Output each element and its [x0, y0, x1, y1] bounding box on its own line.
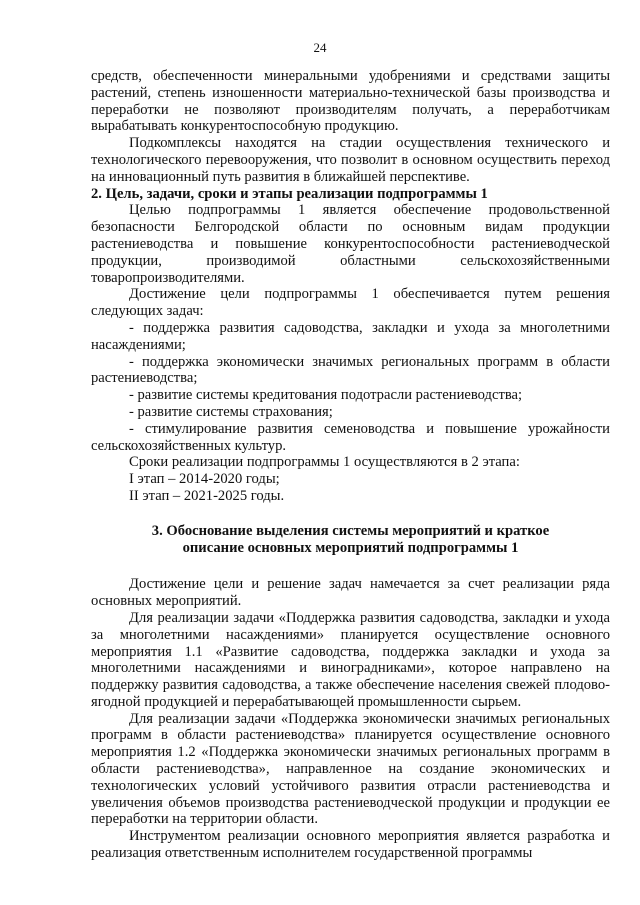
paragraph: Инструментом реализации основного мероприятия является разработка и реализация ответственным исполнителем государственной программы — [91, 828, 610, 862]
paragraph: Для реализации задачи «Поддержка развития садоводства, закладки и ухода за многолетними насаждениями» планируется осуществление основного мероприятия 1.1 «Развитие садоводства, поддержка закладки и ухода за многолетними насаждениями и виноградниками», которое направлено на поддержку развития садоводства, а также обеспечение населения свежей плодово-ягодной продукцией и перерабатывающей промышленности сырьем. — [91, 609, 610, 710]
list-item: - развитие системы страхования; — [129, 403, 333, 420]
paragraph: Целью подпрограммы 1 является обеспечение продовольственной безопасности Белгородской области по основным видам продукции растениеводства и повышение конкурентоспособности растениеводческой продукции, производимой областными сельскохозяйственными товаропроизводителями. — [91, 202, 610, 286]
paragraph: средств, обеспеченности минеральными удобрениями и средствами защиты растений, степень изношенности материально-технической базы производства и переработки не позволяют производителям получать, а переработчикам вырабатывать конкурентоспособную продукцию. — [91, 68, 610, 135]
paragraph: Достижение цели подпрограммы 1 обеспечивается путем решения следующих задач: — [91, 286, 610, 320]
paragraph: Для реализации задачи «Поддержка экономически значимых региональных программ в области растениеводства» планируется осуществление основного мероприятия 1.2 «Поддержка экономически значимых региональных программ в области растениеводства», направленное на создание экономических и технологических условий устойчивого развития отрасли растениеводства и увеличения объемов производства растениеводческой продукции и продукции ее переработки на территории области. — [91, 710, 610, 828]
paragraph: Достижение цели и решение задач намечается за счет реализации ряда основных мероприятий. — [91, 576, 610, 610]
list-item: - развитие системы кредитования подотрасли растениеводства; — [129, 387, 523, 404]
section-heading — [91, 523, 610, 557]
page-number: 24 — [313, 40, 327, 55]
stage-item: II этап – 2021-2025 годы. — [129, 487, 285, 504]
section-heading-line: описание основных мероприятий подпрограммы 1 — [182, 539, 519, 556]
list-item: - поддержка развития садоводства, закладки и ухода за многолетними насаждениями; — [91, 319, 610, 353]
section-heading: 2. Цель, задачи, сроки и этапы реализации подпрограммы 1 — [91, 185, 488, 202]
document-body — [91, 68, 610, 862]
stage-item: I этап – 2014-2020 годы; — [129, 471, 280, 488]
section-heading-line: 3. Обоснование выделения системы мероприятий и краткое — [151, 522, 550, 539]
list-item: - стимулирование развития семеноводства и повышение урожайности сельскохозяйственных культур. — [91, 420, 610, 454]
paragraph: Подкомплексы находятся на стадии осуществления технического и технологического перевооружения, что позволит в основном осуществить переход на инновационный путь развития в ближайшей перспективе. — [91, 135, 610, 185]
list-item: - поддержка экономически значимых региональных программ в области растениеводства; — [91, 353, 610, 387]
paragraph: Сроки реализации подпрограммы 1 осуществляются в 2 этапа: — [129, 454, 520, 471]
